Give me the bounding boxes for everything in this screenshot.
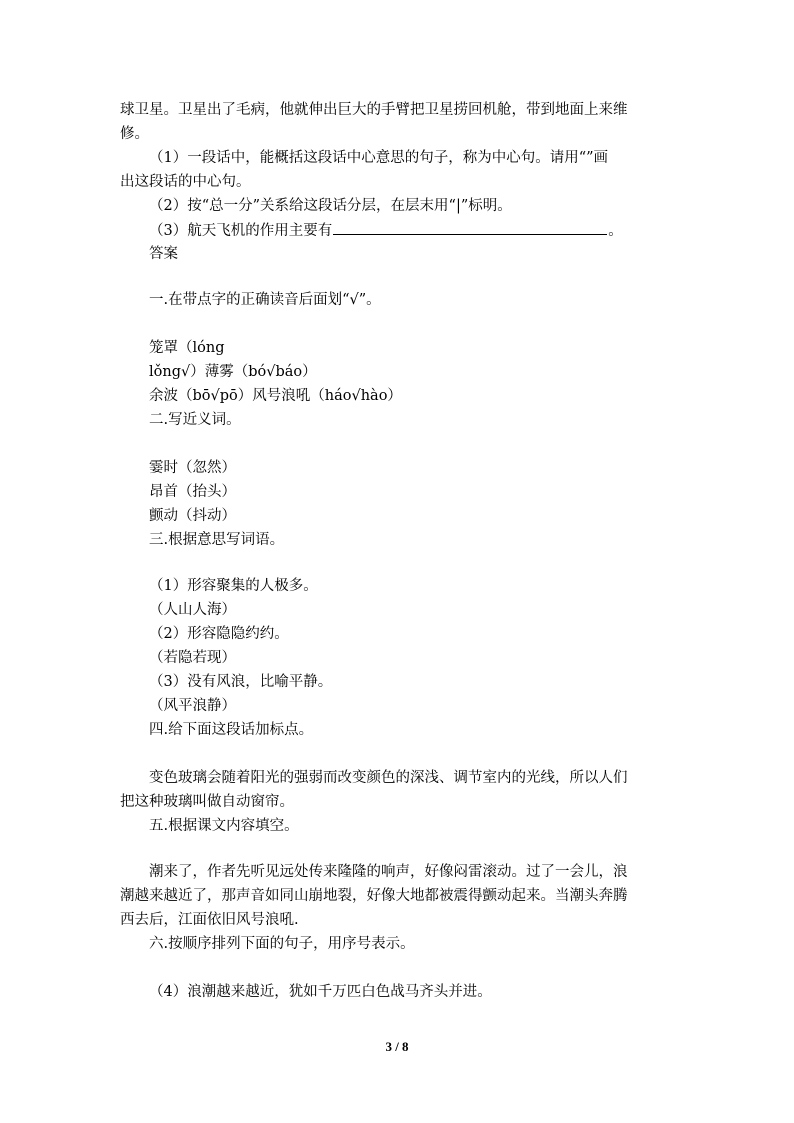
answer-line: 笼罩（lóng (149, 340, 225, 356)
question-line: 出这段话的中心句。 (120, 174, 251, 190)
answer-line: 颤动（抖动） (149, 508, 236, 524)
question-end: 。 (608, 223, 623, 239)
paragraph-line: 修。 (120, 126, 149, 142)
paragraph-line: 潮来了，作者先听见远处传来隆隆的响声，好像闷雷滚动。过了一会儿，浪 (149, 864, 628, 880)
section-heading: 五.根据课文内容填空。 (149, 818, 299, 834)
answer-line: lǒng√）薄雾（bó√báo） (149, 364, 317, 380)
answer-line: 昂首（抬头） (149, 484, 236, 500)
answer-line: （人山人海） (149, 602, 236, 618)
paragraph-line: 西去后，江面依旧风号浪吼. (120, 912, 299, 928)
answer-line: （风平浪静） (149, 698, 236, 714)
paragraph-line: 球卫星。卫星出了毛病，他就伸出巨大的手臂把卫星捞回机舱，带到地面上来维 (120, 102, 628, 118)
answer-line: （3）没有风浪，比喻平静。 (149, 674, 333, 690)
section-heading: 六.按顺序排列下面的句子，用序号表示。 (149, 936, 415, 952)
question-line: （1）一段话中，能概括这段话中心意思的句子，称为中心句。请用“”画 (149, 150, 609, 166)
answer-line: 霎时（忽然） (149, 460, 236, 476)
question-text: （3）航天飞机的作用主要有 (149, 223, 333, 239)
answer-line: （4）浪潮越来越近，犹如千万匹白色战马齐头并进。 (149, 984, 492, 1000)
page-number: 3 / 8 (385, 1039, 409, 1054)
question-line: （2）按“总一分”关系给这段话分层，在层末用“|”标明。 (149, 198, 512, 214)
question-line-with-blank (149, 220, 623, 241)
answer-heading: 答案 (149, 246, 178, 262)
answer-line: （若隐若现） (149, 650, 236, 666)
answer-line: （2）形容隐隐约约。 (149, 626, 289, 642)
answer-blank (333, 220, 607, 235)
section-heading: 一.在带点字的正确读音后面划“√”。 (149, 292, 381, 308)
section-heading: 三.根据意思写词语。 (149, 532, 285, 548)
section-heading: 二.写近义词。 (149, 412, 241, 428)
section-heading: 四.给下面这段话加标点。 (149, 722, 314, 738)
paragraph-line: 潮越来越近了，那声音如同山崩地裂，好像大地都被震得颤动起来。当潮头奔腾 (120, 888, 628, 904)
paragraph-line: 变色玻璃会随着阳光的强弱而改变颜色的深浅、调节室内的光线，所以人们 (149, 770, 628, 786)
answer-line: （1）形容聚集的人极多。 (149, 578, 318, 594)
answer-line: 余波（bō√pō）风号浪吼（háo√hào） (149, 388, 402, 404)
paragraph-line: 把这种玻璃叫做自动窗帘。 (120, 794, 294, 810)
